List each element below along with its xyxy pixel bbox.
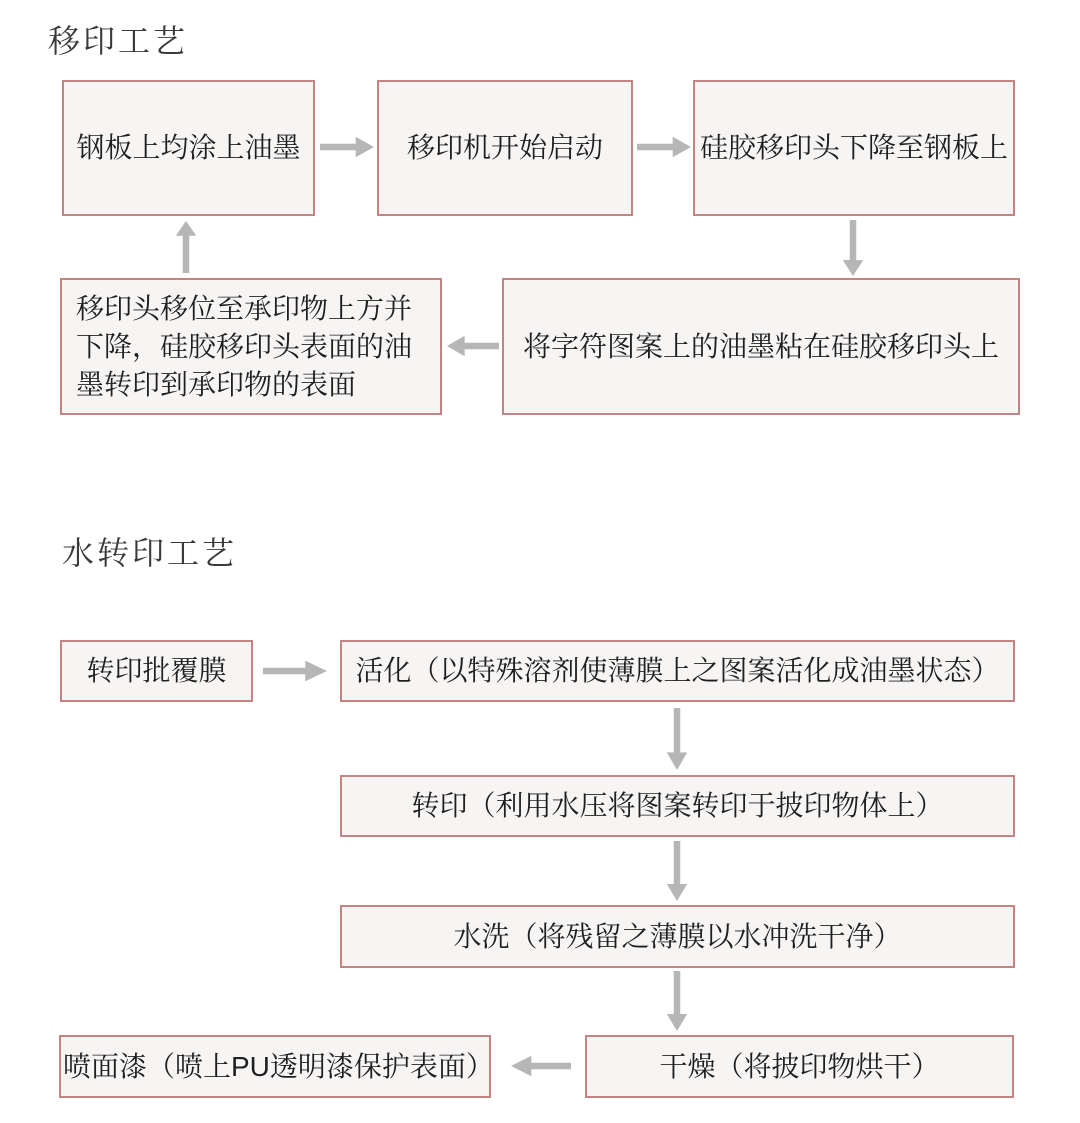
pad-printing-section-title: 移印工艺: [48, 23, 189, 59]
arrow-down-icon: [664, 841, 690, 901]
flow-box-activate: 活化（以特殊溶剂使薄膜上之图案活化成油墨状态）: [340, 640, 1015, 702]
arrow-down-icon: [664, 971, 690, 1031]
arrow-right-icon: [320, 134, 374, 160]
flow-box-water-transfer: 转印（利用水压将图案转印于披印物体上）: [340, 775, 1015, 837]
arrow-down-icon: [664, 708, 690, 770]
water-transfer-section-title: 水转印工艺: [62, 535, 238, 571]
flow-box-rinse: 水洗（将残留之薄膜以水冲洗干净）: [340, 905, 1015, 968]
arrow-up-icon: [173, 221, 199, 273]
arrow-right-icon: [263, 658, 327, 684]
arrow-right-icon: [637, 134, 691, 160]
flow-box-film: 转印批覆膜: [60, 640, 253, 702]
flow-box-topcoat: 喷面漆（喷上PU透明漆保护表面）: [59, 1035, 491, 1098]
arrow-down-icon: [840, 220, 866, 276]
flow-box-head-down: 硅胶移印头下降至钢板上: [693, 80, 1015, 216]
flow-box-transfer-to-substrate: 移印头移位至承印物上方并下降，硅胶移印头表面的油墨转印到承印物的表面: [60, 278, 442, 415]
flow-box-dry: 干燥（将披印物烘干）: [585, 1035, 1014, 1098]
arrow-left-icon: [511, 1053, 571, 1079]
flow-box-machine-start: 移印机开始启动: [377, 80, 633, 216]
flow-box-pick-ink: 将字符图案上的油墨粘在硅胶移印头上: [502, 278, 1020, 415]
flow-box-coat-ink: 钢板上均涂上油墨: [62, 80, 315, 216]
arrow-left-icon: [447, 333, 499, 359]
